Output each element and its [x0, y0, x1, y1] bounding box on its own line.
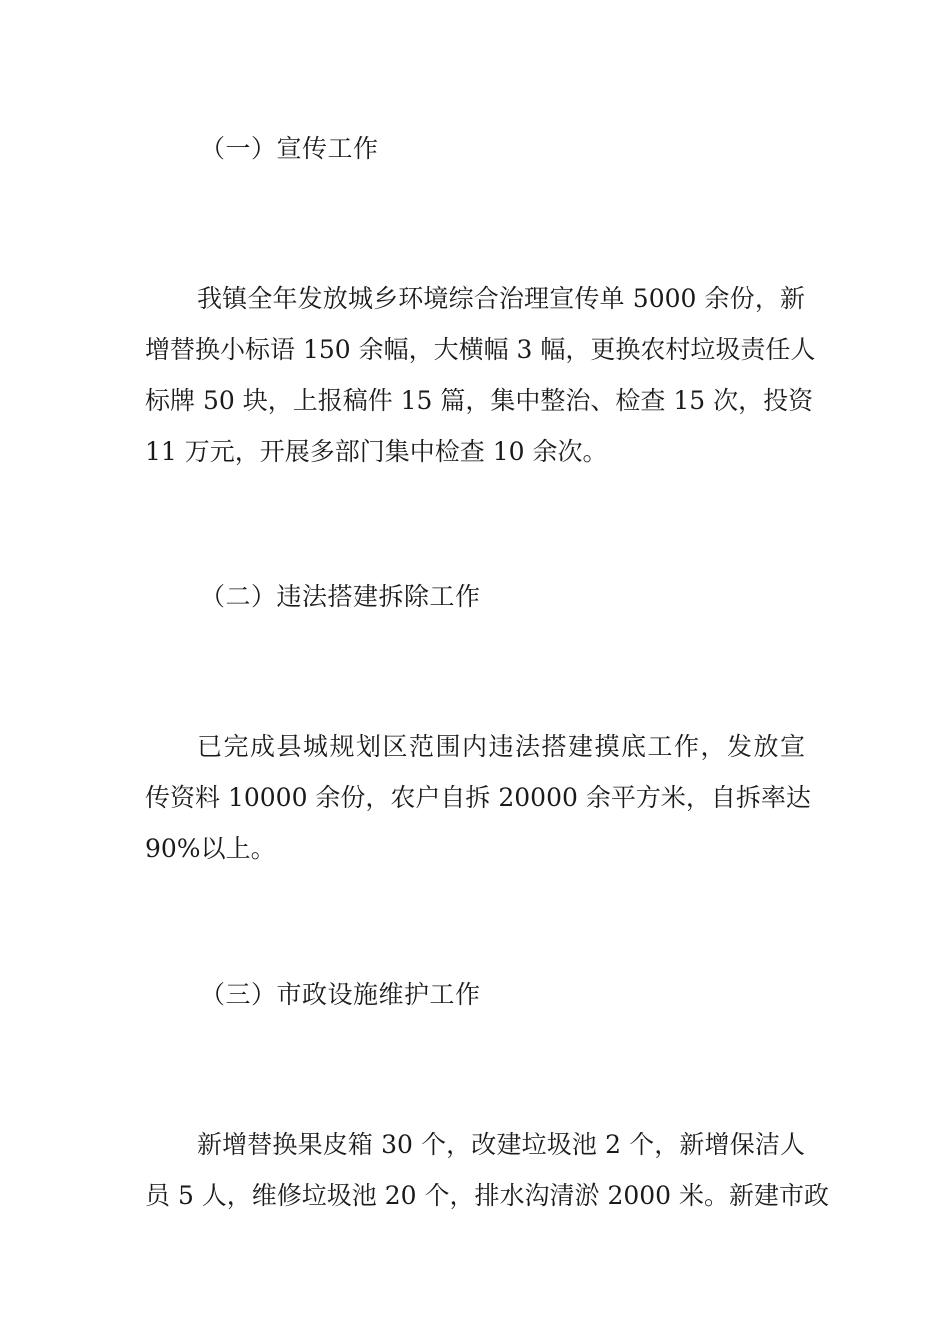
section-heading-illegal-construction: （二）违法搭建拆除工作 — [200, 582, 481, 611]
paragraph-line: 已完成县城规划区范围内违法搭建摸底工作，发放宣 — [197, 732, 805, 761]
section-heading-municipal-maintenance: （三）市政设施维护工作 — [200, 980, 481, 1009]
section-heading-publicity: （一）宣传工作 — [200, 134, 379, 163]
paragraph-line: 标牌 50 块，上报稿件 15 篇，集中整治、检查 15 次，投资 — [145, 386, 814, 415]
paragraph-line: 员 5 人，维修垃圾池 20 个，排水沟清淤 2000 米。新建市政 — [145, 1181, 830, 1210]
paragraph-line: 传资料 10000 余份，农户自拆 20000 余平方米，自拆率达 — [145, 783, 811, 812]
section-body-illegal-construction — [145, 721, 811, 874]
paragraph-line: 增替换小标语 150 余幅，大横幅 3 幅，更换农村垃圾责任人 — [145, 335, 816, 364]
paragraph-line: 90%以上。 — [145, 834, 276, 863]
section-body-municipal-maintenance — [145, 1119, 830, 1221]
section-body-publicity — [145, 273, 816, 477]
paragraph-line: 11 万元，开展多部门集中检查 10 余次。 — [145, 437, 608, 466]
paragraph-line: 新增替换果皮箱 30 个，改建垃圾池 2 个，新增保洁人 — [197, 1130, 805, 1159]
paragraph-line: 我镇全年发放城乡环境综合治理宣传单 5000 余份，新 — [197, 284, 805, 313]
